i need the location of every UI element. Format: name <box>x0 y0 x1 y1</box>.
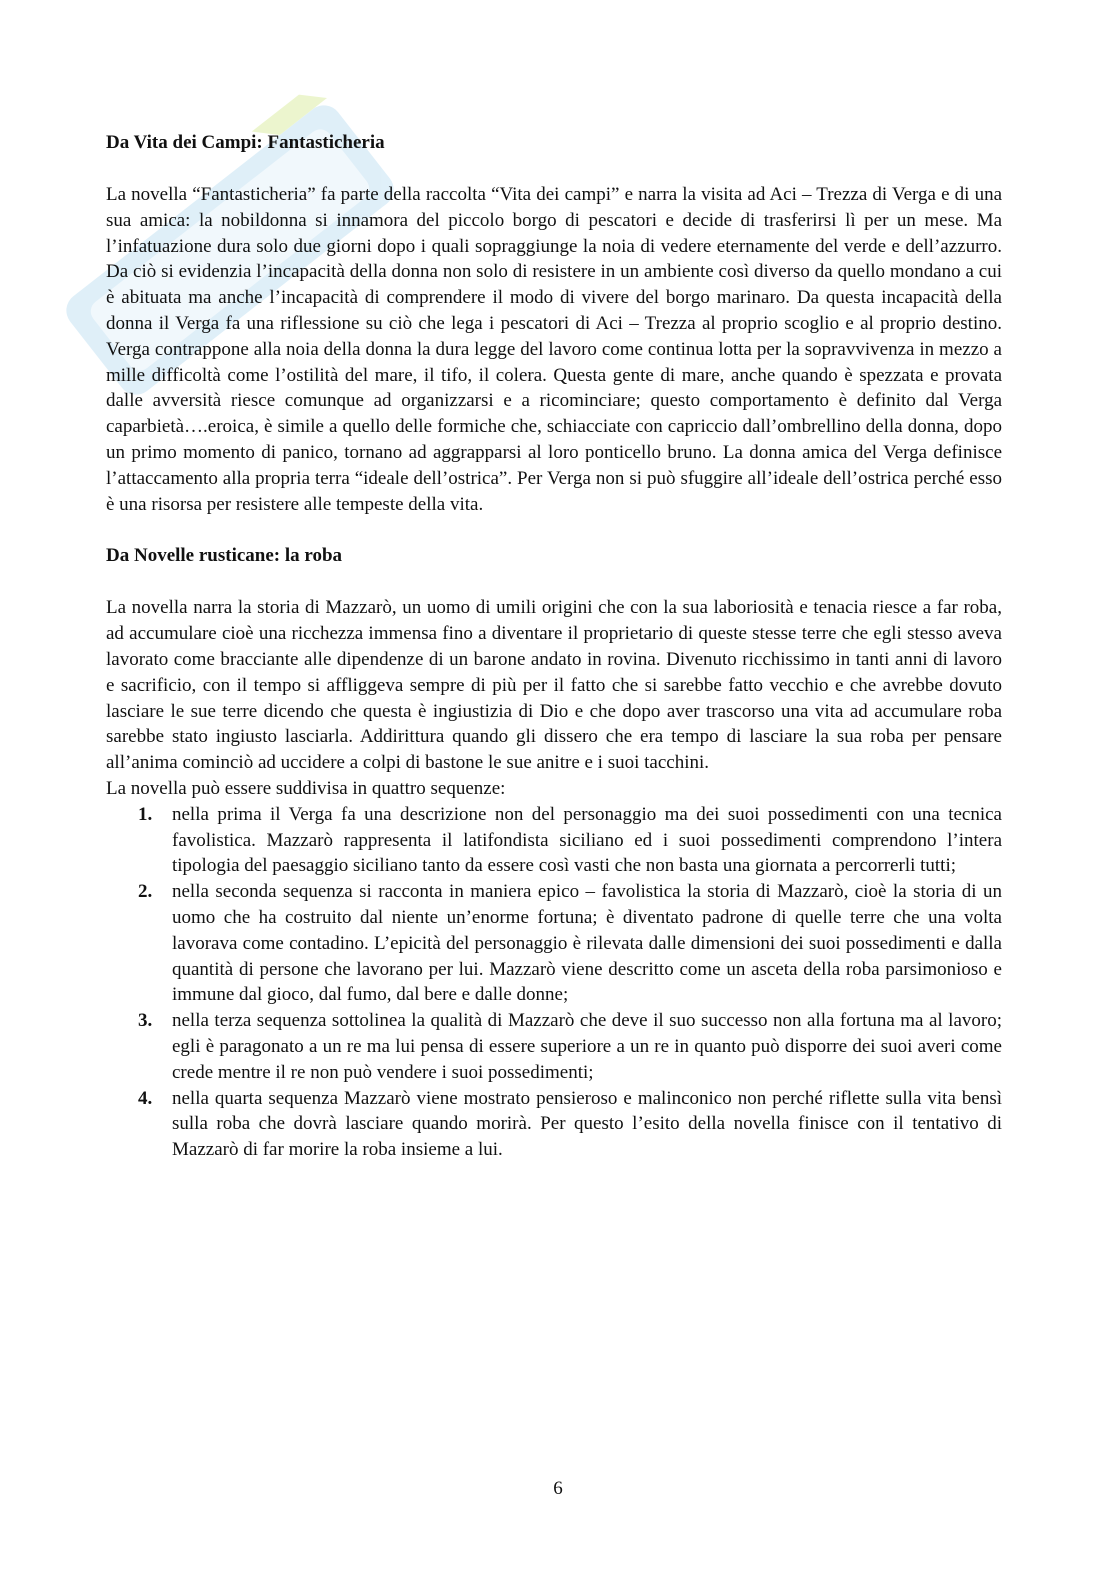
paragraph-fantasticheria: La novella “Fantasticheria” fa parte della raccolta “Vita dei campi” e narra la visita ad Aci – Trezza di Verga e di una sua amica: la nobildonna si innamora del piccolo borgo di pescatori e decide di trasferirsi lì per un mese. Ma l’infatuazione dura solo due giorni dopo i quali sopraggiunge la noia di vedere eternamente del verde e dell’azzurro. Da ciò si evidenzia l’incapacità della donna non solo di resistere in un ambiente così diverso da quello mondano a cui è abituata ma anche l’incapacità di comprendere il modo di vivere del borgo marinaro. Da questa incapacità della donna il Verga fa una riflessione su ciò che lega i pescatori di Aci – Trezza al proprio scoglio e al proprio destino. Verga contrappone alla noia della donna la dura legge del lavoro come continua lotta per la sopravvivenza in mezzo a mille difficoltà come l’ostilità del mare, il tifo, il colera. Questa gente di mare, anche quando è spezzata e provata dalle avversità riesce comunque ad organizzarsi e a ricominciare; questo comportamento è definito dal Verga caparbietà….eroica, è simile a quello delle formiche che, schiacciate con capriccio dall’ombrellino della donna, dopo un primo momento di panico, tornano ad aggrapparsi al loro ponticello bruno. La donna amica del Verga definisce l’attaccamento alla propria terra “ideale dell’ostrica”. Per Verga non si può sfuggire all’ideale dell’ostrica perché esso è una risorsa per resistere alle tempeste della vita. <box>106 184 1002 515</box>
page-number: 6 <box>553 1478 563 1499</box>
list-item-text: nella seconda sequenza si racconta in maniera epico – favolistica la storia di Mazzarò, cioè la storia di un uomo che ha costruito dal niente un’enorme fortuna; è diventato padrone di quelle terre che una volta lavorava come contadino. L’epicità del personaggio è rilevata dalle dimensioni dei suoi possedimenti e dalla quantità di persone che lavorano per lui. Mazzarò viene descritto come un asceta della roba parsimonioso e immune dal gioco, dal fumo, dal bere e dalle donne; <box>172 881 1002 1006</box>
list-item <box>106 879 1002 1008</box>
document-page <box>106 130 1002 1163</box>
list-number: 4. <box>138 1087 153 1109</box>
list-intro: La novella può essere suddivisa in quattro sequenze: <box>106 777 506 799</box>
list-item <box>106 1008 1002 1085</box>
list-number: 2. <box>138 881 153 903</box>
list-number: 1. <box>138 803 153 825</box>
list-item-text: nella prima il Verga fa una descrizione non del personaggio ma dei suoi possedimenti con una tecnica favolistica. Mazzarò rappresenta il latifondista siciliano ed i suoi possedimenti comprendono l’intera tipologia del paesaggio siciliano tanto da essere così vasti che non basta una giornata a percorrerli tutti; <box>172 803 1002 877</box>
list-item-text: nella terza sequenza sottolinea la qualità di Mazzarò che deve il suo successo non alla fortuna ma al lavoro; egli è paragonato a un re ma lui pensa di essere superiore a un re in quanto può disporre dei suoi averi come crede mentre il re non può vendere i suoi possedimenti; <box>172 1010 1002 1083</box>
section-title-la-roba: Da Novelle rusticane: la roba <box>106 545 343 567</box>
list-item-text: nella quarta sequenza Mazzarò viene mostrato pensieroso e malinconico non perché riflette sulla vita bensì sulla roba che dovrà lasciare quando morirà. Per questo l’esito della novella finisce con il tentativo di Mazzarò di far morire la roba insieme a lui. <box>172 1087 1002 1161</box>
list-item <box>106 1086 1002 1163</box>
sequence-list <box>106 802 1002 1163</box>
list-number: 3. <box>138 1010 153 1032</box>
paragraph-la-roba: La novella narra la storia di Mazzarò, un uomo di umili origini che con la sua laboriosità e tenacia riesce a far roba, ad accumulare cioè una ricchezza immensa fino a diventare il proprietario di queste stesse terre che egli stesso aveva lavorato come bracciante alle dipendenze di un barone andato in rovina. Divenuto ricchissimo in tanti anni di lavoro e sacrificio, con il tempo si affliggeva sempre di più per il fatto che si sarebbe fatto vecchio e che avrebbe dovuto lasciare le sue terre dicendo che questa è ingiustizia di Dio e che dopo aver trascorso una vita ad accumulare roba sarebbe stato ingiusto lasciarla. Addirittura quando gli dissero che era tempo di lasciare la sua roba per pensare all’anima cominciò ad uccidere a colpi di bastone le sue anitre e i suoi tacchini. <box>106 597 1002 774</box>
section-title-fantasticheria: Da Vita dei Campi: Fantasticheria <box>106 132 385 153</box>
list-item <box>106 802 1002 879</box>
